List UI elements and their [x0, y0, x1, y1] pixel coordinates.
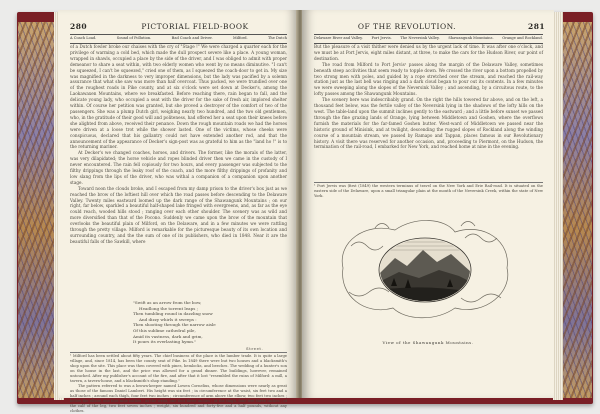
- poem-block: [133, 300, 283, 345]
- poem-line: And dizzy whirls it sweeps :: [139, 316, 197, 322]
- body-text-left: [70, 44, 287, 299]
- paragraph: of a Dutch fowler broke our chaises with the cry of "Stage !" We were charged a quarter each for the privilege of warming a cold bed, which made the dull prospect severe like a place. A young woman, wrapped in shawls, occupied a place by the side of the driver, and I was obliged to admit with proper demeanor to share a seat within, with two elderly women who went by no means diminutive. "I can't be squeezed, I can't be squeezed," cried one of them, as I squeezed the coach-door to get in. My size was magnified in the darkness to very improper dimensions, but the lady was pacified by a solemn assurance that what she saw was more than half overcoat. Thus packed, we were trundled over one of the roughest roads in Pike county, and at six o'clock were set down at Decker's, among the Laokawaxen Mountains, where we breakfasted. Before reaching there, rain began to fall, and the delicate young lady, who occupied a seat with the driver for the sake of fresh air, implored shelter within. Of course her petition was granted, but she proved a destroyer of the comfort of two of the passengers. She was a plump Dutch girl, weighing nearly two hundred, and the two old gentlemen, who, in the gratitude of their good will and politeness, had offered her a seat upon their knees before she alighted from above, received their penance. Down the rough mountain roads we had the horses were driven at a loose trot while the shower lasted. One of the victims, whose cheeks were conspicuous, declared that his gallantry could not have extended another rod, and that the announcement of the appearance of Decker's sign-post was as grateful to him as the "land ho !" is to the returning mariner.: [70, 44, 287, 150]
- poem-line: Amid its vastness, dark and grim,: [133, 333, 203, 339]
- footnote-rule: [70, 352, 287, 353]
- page-edges-right: [553, 12, 563, 400]
- subhead: Bad Coach and Driver.: [171, 36, 213, 40]
- footnote-right: ¹ Port Jervis was (first (1849) the western terminus of travel on the New York and Erie Rail-road. It is situated on the eastern side of the Delaware, upon a small triangular plain at the mouth of the Neversink Creek, within the state of New York.: [314, 184, 543, 198]
- subhead: Delaware River and Valley.: [314, 36, 363, 40]
- subheads-right: [314, 34, 543, 44]
- paragraph: But the pleasure of a visit thither were denied us by the urgent lack of time. It was after one o'clock, and we must be at Port Jervis, eight miles distant, at three, to make the cars for the Hudson River, our point of destination.: [314, 44, 543, 61]
- marbled-endpaper-right: [560, 22, 592, 398]
- subhead: Milford.: [233, 36, 248, 40]
- subhead: The Neversink Valley.: [400, 36, 440, 40]
- paragraph: At Decker's we changed coaches, horses, and drivers. The former, like the morals of the latter, was very dilapidated; the horse vehicle and ropes blinded driver then we came in the custody of I never encountered. The rain fell copiously for two hours, and every passenger was subjected to the filthy drippings through the leaky roof of the coach, and the more filthy drippings of profanity and low slang from the lips of the driver, who was withal a companion of a companion upon another stage.: [70, 150, 287, 185]
- subhead: Shawangunk Mountains.: [448, 36, 494, 40]
- running-head-left: PICTORIAL FIELD-BOOK: [141, 22, 249, 31]
- subheads-left: [70, 34, 287, 44]
- poem-line: Headlong the torrent leaps ;: [139, 305, 198, 311]
- poem-line: Then tumbling round in dazzling snow: [133, 311, 213, 317]
- left-page: [58, 10, 298, 413]
- footnote: ¹ Milford has been settled about fifty years. The chief business of the place is the lumber trade. It is quite a large village, and, since 1814, has been the county seat of Pike. In 1849 there were but two houses and a blacksmith's shop upon the site. This place was then covered with pines, hemlocks, and beeches. The wedding of a hunter's son on the house in the last, and the price was allowed for a grand dinner. The buildings, however, remained untouched. After my publisher's account of the fire, and after that it lost "resembled the ruins of Milford: a mill, a tavern, a tavern-house, and a blacksmith's shop standing.": [70, 354, 287, 383]
- subhead: A Coach Load.: [70, 36, 97, 40]
- page-number-right: 281: [528, 22, 546, 31]
- paragraph: Toward noon the clouds broke, and I escaped from my damp prison to the driver's box just as we reached the brow of the loftiest hill over which the road passes before descending to the Delaware Valley. Twenty miles eastward loomed up the dark range of the Shawangunk Mountains ; on our right, far below, sparkled a beautiful half-shaped lake fringed with evergreens, and, as far as the eye could reach, wooded hills stood ; ranging over each other shoulder. The scenery was as wild and more diversified than that of the Pocono. Suddenly we came upon the brow of the mountain that overlooks the beautiful plain of Milford, on the Delaware, and in a few minutes we were rattling through the pretty village. Milford is remarkable for the picturesque beauty of its own location and surrounding country, and the the sum of one of its publishers, who died in 1848. Near it are the beautiful falls of the Sawkill, where: [70, 185, 287, 244]
- poem-line: It pours its everlasting hymn.": [133, 339, 197, 345]
- body-text-right: [314, 44, 543, 179]
- poem-line: Then shooting through the narrow aisle: [133, 322, 216, 328]
- paragraph: The scenery here was indescribably grand. On the right the hills towered far above, and on the left, a thousand feet below, was the fertile valley of the Neversink lying in the shadows of the lofty hills on the west. The table-land upon the summit inclines gently to the eastward ; and a little before sunset we passed through the fine grazing lands of Orange, lying between Middletown and Goshen, where the overflows furnish the materials for the far-famed Goshen butter. West-ward of Middletown we passed near the historic ground of Minisink, and at twilight, descending the rugged slopes of Rockland along the winding course of a mountain stream, we passed by Ramapo and Tappan, places famous in our Revolutionary history. A visit there was reserved for another occasion, and, proceeding to Piermont, on the Hudson, the termination of the rail-road, I embarked for New York, and reached home at nine in the evening.: [314, 97, 543, 150]
- footnote: The pattern referred to was a brown-keeper named Lowen Cornelius, whose dimensions were nearly as great as those of the famous Daniel Lambert. His height was six feet ; in circumference at the waist, six feet two and a half inches ; around each thigh, four feet two inches ; circumference of arm above the elbow, two feet two inches ; below the elbow, one foot nine inches ; at the wrist, one foot three inches ; of the thigh, four feet three inches ; of the calf of the leg, two feet seven inches ; weight, six hundred and forty-five and a half pounds, without any clothes.: [70, 384, 287, 413]
- poem-line: "Swift as an arrow from the bow,: [133, 300, 202, 305]
- poem-credit: Street.: [246, 346, 264, 351]
- subhead: Sound of Pollution.: [116, 36, 152, 40]
- page-number-left: 280: [70, 22, 88, 31]
- subhead: The Dutch: [268, 36, 287, 40]
- footnote-rule: [314, 182, 543, 183]
- paragraph: The road from Milford to Port Jervis¹ passes along the margin of the Delaware Valley, sometimes beneath steep acclivities that seem ready to topple down. We crossed the river upon a bottom propelled by two strong men with poles, and guided by a rope stretched over the stream, and reached the rail-way station just as the last bell was ringing and a dark cloud began to pour out its contents. In a few minutes we were sweeping along the slopes of the Neversink Valley ; and ascending, by a circuitous route, to the lofty passes among the Shawangunk Mountains.: [314, 61, 543, 97]
- marbled-endpaper-left: [18, 22, 54, 398]
- illustration-caption: View of the Shawangunk Mountains.: [382, 340, 474, 345]
- poem-line: Of this sublime cathedral pile,: [133, 327, 196, 333]
- subhead: Port Jervis.: [371, 36, 392, 40]
- running-head-right: OF THE REVOLUTION.: [357, 22, 457, 31]
- footnotes-left: [70, 354, 287, 413]
- shawangunk-mountains-illustration: [335, 212, 515, 324]
- subhead: Orange and Rockland.: [502, 36, 543, 40]
- right-page: [302, 10, 554, 398]
